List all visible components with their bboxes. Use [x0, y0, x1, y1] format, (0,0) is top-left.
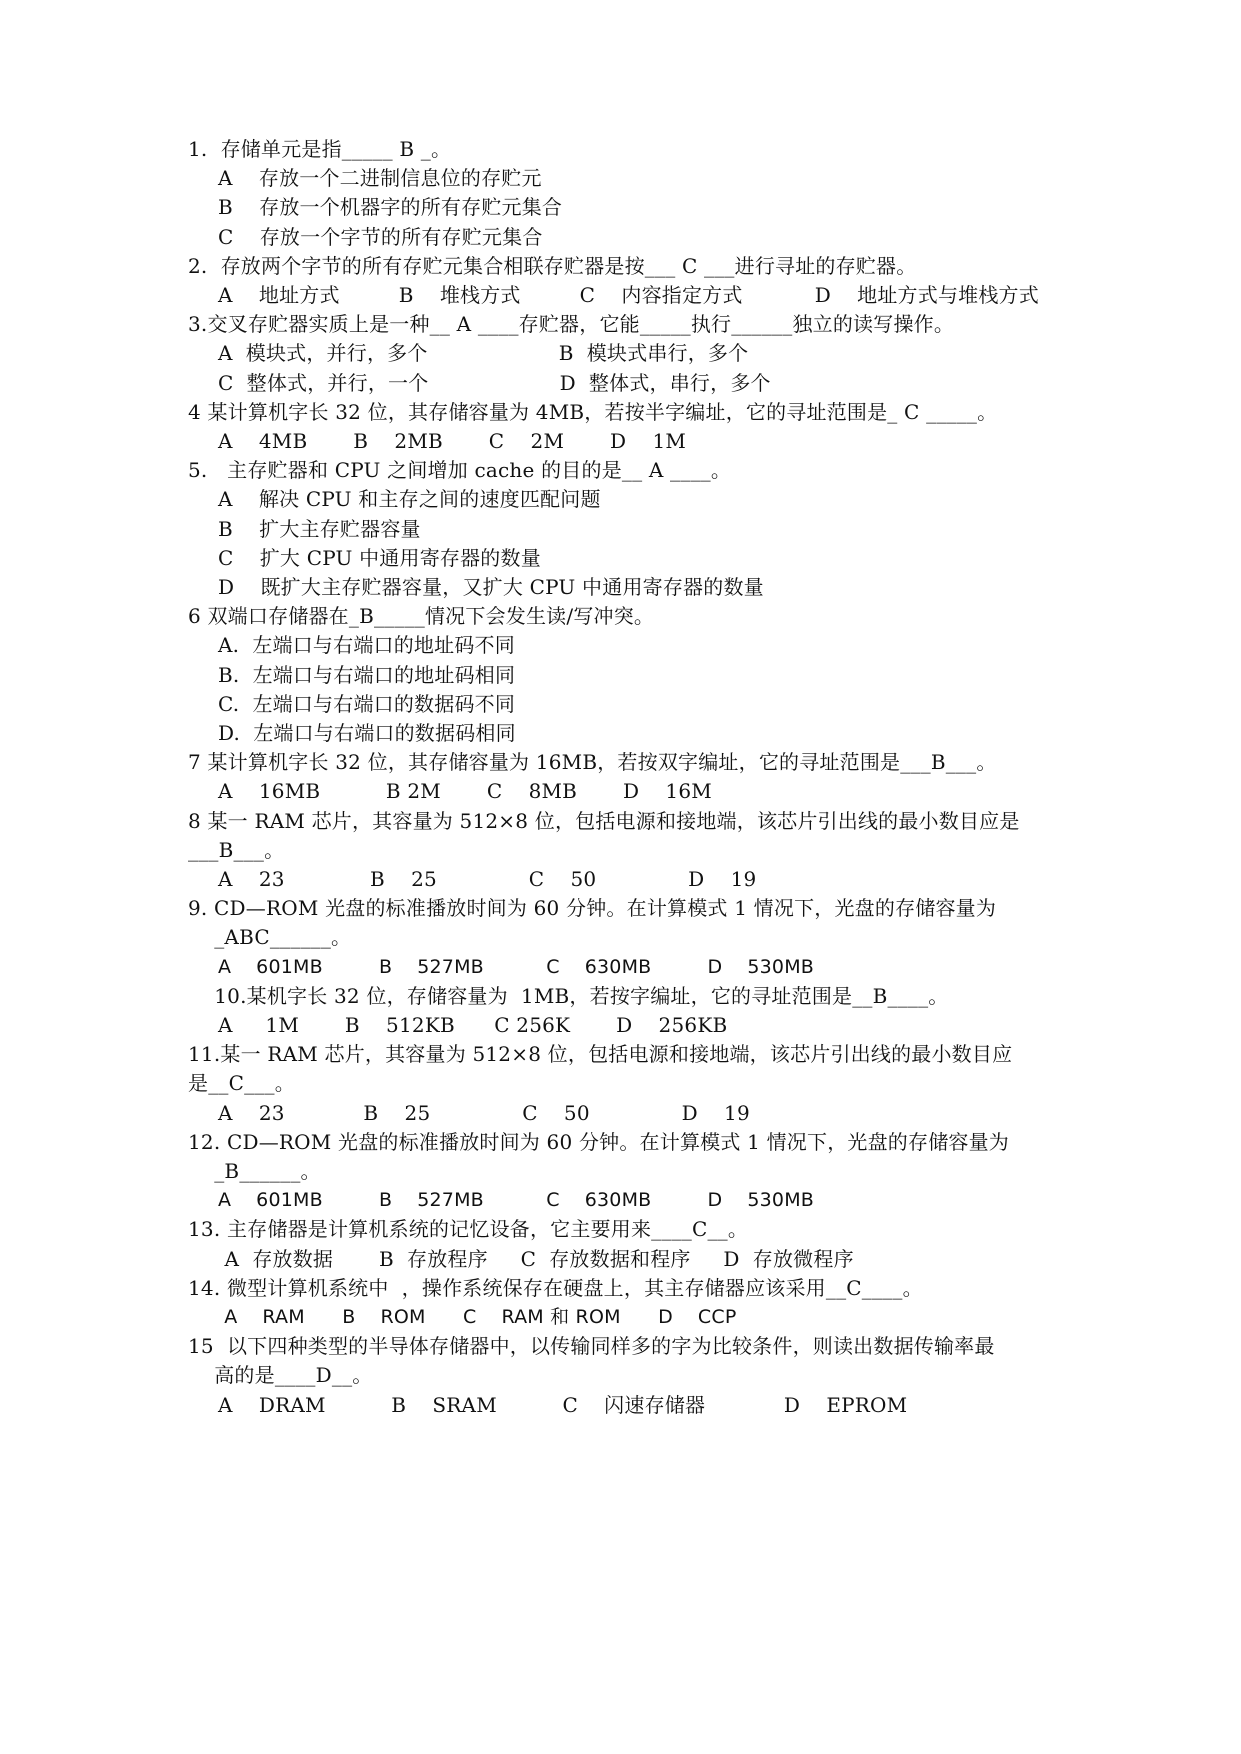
question-6-option: D. 左端口与右端口的数据码相同: [218, 721, 516, 745]
question-15-option: A DRAM B SRAM C 闪速存储器 D EPROM: [218, 1392, 908, 1417]
question-5-option: C 扩大 CPU 中通用寄存器的数量: [218, 545, 541, 570]
question-2-stem: 2. 存放两个字节的所有存贮元集合相联存贮器是按___ C ___进行寻址的存贮器。: [188, 253, 917, 278]
question-12-option: A 601MB B 527MB C 630MB D 530MB: [218, 1189, 815, 1212]
question-5-option: A 解决 CPU 和主存之间的速度匹配问题: [218, 487, 601, 512]
question-13-option: A 存放数据 B 存放程序 C 存放数据和程序 D 存放微程序: [218, 1246, 854, 1271]
question-11-stem: 11.某一 RAM 芯片，其容量为 512×8 位，包括电源和接地端，该芯片引出线的最小数目应: [188, 1042, 1013, 1067]
question-9-stem: _ABC______。: [188, 925, 352, 950]
question-14-option: A RAM B ROM C RAM 和 ROM D CCP: [218, 1306, 737, 1328]
question-7-stem: 7 某计算机字长 32 位，其存储容量为 16MB，若按双字编址，它的寻址范围是___B___。: [188, 750, 997, 775]
question-2-option: A 地址方式 B 堆栈方式 C 内容指定方式 D 地址方式与堆栈方式: [218, 283, 1039, 307]
question-15-stem: 高的是____D__。: [188, 1363, 373, 1388]
question-3-option: C 整体式，并行，一个 D 整体式，串行，多个: [218, 370, 771, 395]
question-12-stem: _B______。: [188, 1159, 321, 1183]
question-1-option: A 存放一个二进制信息位的存贮元: [218, 166, 542, 191]
question-10-stem: 10.某机字长 32 位，存储容量为 1MB，若按字编址，它的寻址范围是__B____。: [188, 983, 949, 1008]
question-5-option: D 既扩大主存贮器容量，又扩大 CPU 中通用寄存器的数量: [218, 575, 764, 599]
question-6-option: B. 左端口与右端口的地址码相同: [218, 662, 516, 687]
question-5-stem: 5. 主存贮器和 CPU 之间增加 cache 的目的是__ A ____。: [188, 458, 732, 483]
question-8-option: A 23 B 25 C 50 D 19: [218, 867, 757, 891]
question-7-option: A 16MB B 2M C 8MB D 16M: [218, 779, 712, 804]
question-11-stem: 是__C___。: [188, 1071, 295, 1096]
question-13-stem: 13. 主存储器是计算机系统的记忆设备，它主要用来____C__。: [188, 1217, 749, 1242]
question-6-option: C. 左端口与右端口的数据码不同: [218, 691, 516, 716]
question-11-option: A 23 B 25 C 50 D 19: [218, 1100, 750, 1125]
question-3-stem: 3.交叉存贮器实质上是一种__ A ____存贮器，它能_____执行______独立的读写操作。: [188, 312, 955, 337]
question-9-stem: 9. CD—ROM 光盘的标准播放时间为 60 分钟。在计算模式 1 情况下，光盘的存储容量为: [188, 896, 997, 921]
question-14-stem: 14. 微型计算机系统中 ，操作系统保存在硬盘上，其主存储器应该采用__C____。: [188, 1275, 923, 1300]
question-4-option: A 4MB B 2MB C 2M D 1M: [218, 429, 687, 453]
question-9-option: A 601MB B 527MB C 630MB D 530MB: [218, 955, 815, 978]
question-6-option: A. 左端口与右端口的地址码不同: [218, 633, 515, 658]
question-12-stem: 12. CD—ROM 光盘的标准播放时间为 60 分钟。在计算模式 1 情况下，光盘的存储容量为: [188, 1129, 1009, 1154]
question-8-stem: ___B___。: [188, 837, 285, 862]
question-1-option: B 存放一个机器字的所有存贮元集合: [218, 195, 563, 220]
question-8-stem: 8 某一 RAM 芯片，其容量为 512×8 位，包括电源和接地端，该芯片引出线的最小数目应是: [188, 808, 1020, 833]
question-15-stem: 15 以下四种类型的半导体存储器中，以传输同样多的字为比较条件，则读出数据传输率最: [188, 1334, 995, 1359]
question-10-option: A 1M B 512KB C 256K D 256KB: [218, 1013, 728, 1037]
question-5-option: B 扩大主存贮器容量: [218, 516, 421, 541]
question-3-option: A 模块式，并行，多个 B 模块式串行，多个: [218, 341, 749, 366]
question-4-stem: 4 某计算机字长 32 位，其存储容量为 4MB，若按半字编址，它的寻址范围是_ C _____。: [188, 399, 998, 424]
question-1-option: C 存放一个字节的所有存贮元集合: [218, 224, 543, 249]
question-6-stem: 6 双端口存储器在_B_____情况下会发生读/写冲突。: [188, 604, 655, 629]
question-1-stem: 1. 存储单元是指_____ B _。: [188, 137, 452, 161]
